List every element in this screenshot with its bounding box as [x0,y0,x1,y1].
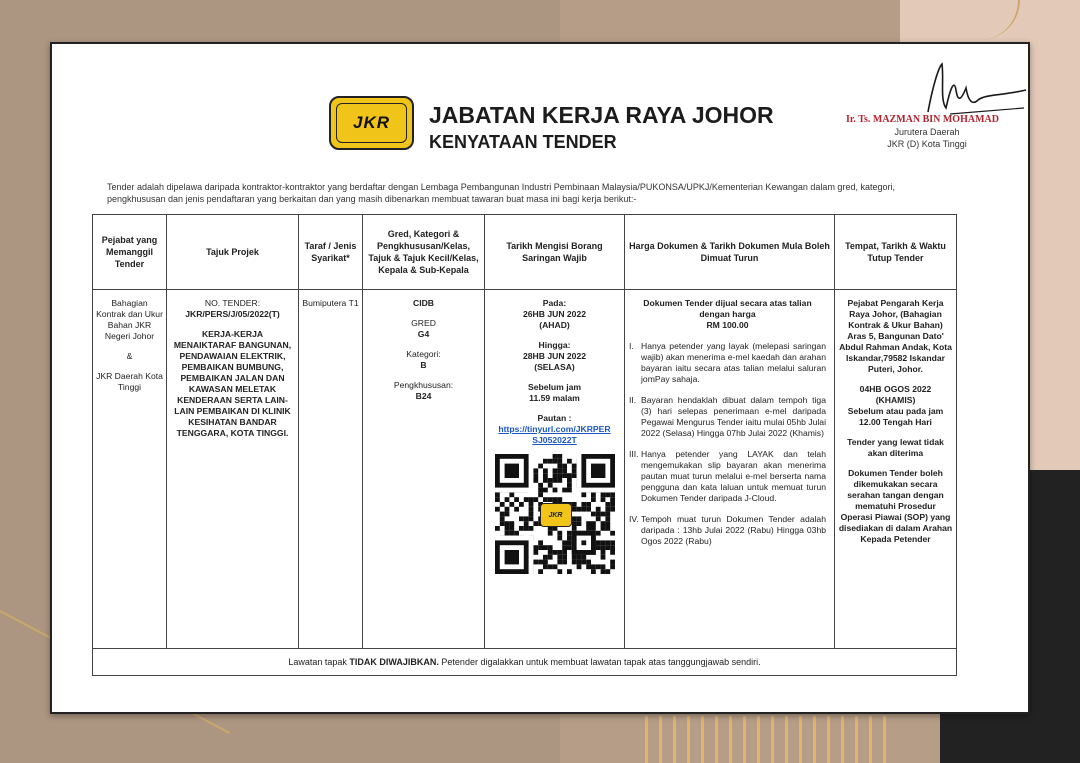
harga-item [629,395,826,439]
harga-item-text: Bayaran hendaklah dibuat dalam tempoh tiga (3) hari selepas penerimaan e-mel daripada Pegawai Mengurus Tender iaitu mulai 05hb Julai 2022 (Selasa) Hingga 07hb Julai 2022 (Khamis) [641,395,826,438]
pengkhususan-value: B24 [415,391,432,401]
hingga-date: 28HB JUN 2022 [522,351,587,361]
footer-note [93,649,957,676]
harga-item-text: Tempoh muat turun Dokumen Tender adalah daripada : 13hb Julai 2022 (Rabu) Hingga 03hb Ogos 2022 (Rabu) [641,514,826,546]
cell-taraf [299,290,363,649]
tempat-submit: Dokumen Tender boleh dikemukakan secara serahan tangan dengan mematuhi Prosedur Operasi Piawai (SOP) yang disediakan di dalam Arahan Kepada Petender [838,468,953,544]
tempat-time: 12.00 Tengah Hari [859,417,932,427]
page-title: JABATAN KERJA RAYA JOHOR [429,102,774,128]
pautan-label: Pautan : [537,413,572,423]
kategori-label: Kategori: [406,349,441,359]
harga-item-num: II. [629,395,637,405]
tempat-day: (KHAMIS) [875,395,916,405]
signature-icon [920,60,1030,120]
pejabat-amp: & [126,351,133,361]
cell-tempat [835,290,957,649]
header-pejabat: Pejabat yang Memanggil Tender [93,215,167,290]
header-harga: Harga Dokumen & Tarikh Dokumen Mula Boleh Dimuat Turun [625,215,835,290]
harga-item [629,514,826,547]
harga-intro: Dokumen Tender dijual secara atas talian dengan harga [643,298,812,319]
header-tajuk: Tajuk Projek [167,215,299,290]
tender-no-label: NO. TENDER: [204,298,261,308]
harga-item-text: Hanya petender yang LAYAK dan telah mengemukakan slip bayaran akan menerima pautan muat turun melalui e-mel berserta nama pengguna dan kata laluan untuk memuat turun Dokumen Tender daripada J-Cloud. [641,449,826,503]
harga-item [629,449,826,504]
footer-rest: Petender digalakkan untuk membuat lawatan tapak atas tanggungjawab sendiri. [441,657,761,667]
pada-label: Pada: [542,298,567,308]
pejabat-line1: Bahagian Kontrak dan Ukur Bahan JKR Negeri Johor [96,298,163,341]
background-stripes [645,716,895,763]
tempat-before: Sebelum atau pada jam [847,406,944,416]
gred-value: G4 [417,329,430,339]
tender-no-value: JKR/PERS/J/05/2022(T) [185,309,280,319]
cell-harga [625,290,835,649]
harga-item-num: III. [629,449,639,459]
header-taraf: Taraf / Jenis Syarikat* [299,215,363,290]
footer-bold: TIDAK DIWAJIBKAN. [349,657,439,667]
tempat-date: 04HB OGOS 2022 [859,384,932,394]
tempat-place: Pejabat Pengarah Kerja Raya Johor, (Bahagian Kontrak & Ukur Bahan) Aras 5, Bangunan Dato' Abdul Rahman Andak, Kota Iskandar,79582 Iskandar Puteri, Johor. [839,298,952,374]
pengkhususan-label: Pengkhususan: [393,380,454,390]
harga-item-num: I. [629,341,634,351]
table-row [93,290,957,649]
gred-label: GRED [411,318,436,328]
hingga-label: Hingga: [538,340,571,350]
cell-tajuk [167,290,299,649]
hingga-day: (SELASA) [534,362,575,372]
tender-table [92,214,957,676]
table-footer-row [93,649,957,676]
project-title: KERJA-KERJA MENAIKTARAF BANGUNAN, PENDAWAIAN ELEKTRIK, PEMBAIKAN BUMBUNG, PEMBAIKAN JALAN DAN KAWASAN MELETAK KENDERAAN SERTA LAIN- LAIN PEMBAIKAN DI KLINIK KESIHATAN BANDAR TENGGARA, KOTA TINGGI. [173,329,292,438]
registration-link[interactable]: https://tinyurl.com/JKRPERSJ052022T [498,424,611,445]
tempat-late: Tender yang lewat tidak akan diterima [847,437,944,458]
harga-item-text: Hanya petender yang layak (melepasi saringan wajib) akan menerima e-mel kaedah dan arahan bayaran iaitu secara atas talian melalui saluran jomPay sahaja. [641,341,826,384]
table-header-row [93,215,957,290]
pada-day: (AHAD) [539,320,570,330]
jkr-logo-text: JKR [352,113,390,132]
signatory-office: JKR (D) Kota Tinggi [887,139,967,149]
signatory-name: Ir. Ts. MAZMAN BIN MOHAMAD [846,114,999,125]
page-subtitle: KENYATAAN TENDER [429,132,617,152]
header-tarikh: Tarikh Mengisi Borang Saringan Wajib [485,215,625,290]
header-gred: Gred, Kategori & Pengkhususan/Kelas, Tajuk & Tajuk Kecil/Kelas, Kepala & Sub-Kepala [363,215,485,290]
intro-paragraph: Tender adalah dipelawa daripada kontraktor-kontraktor yang berdaftar dengan Lembaga Pembangunan Industri Pembinaan Malaysia/PUKONSA/UPKJ/Kementerian Kewangan dalam gred, kategori, pengkhususan dan jenis pendaftaran yang berkaitan dan yang masih dibenarkan membuat tawaran buat masa ini bagi kerja berikut:- [107,182,895,204]
signatory-position: Jurutera Daerah [894,127,960,137]
cidb-label: CIDB [412,298,434,308]
header-tempat: Tempat, Tarikh & Waktu Tutup Tender [835,215,957,290]
harga-item-num: IV. [629,514,639,524]
cell-gred [363,290,485,649]
qr-code[interactable] [495,454,615,574]
taraf-value: Bumiputera T1 [302,298,359,308]
tender-notice-sheet [50,42,1030,714]
pada-date: 26HB JUN 2022 [522,309,587,319]
harga-price: RM 100.00 [706,320,749,330]
cell-tarikh [485,290,625,649]
kategori-value: B [420,360,427,370]
footer-prefix: Lawatan tapak [288,657,347,667]
cell-pejabat [93,290,167,649]
qr-logo: JKR [540,503,572,527]
sebelum-label: Sebelum jam [527,382,581,392]
deadline-time: 11.59 malam [529,393,580,403]
harga-item [629,341,826,385]
pejabat-line2: JKR Daerah Kota Tinggi [96,371,163,392]
jkr-logo [329,96,414,150]
